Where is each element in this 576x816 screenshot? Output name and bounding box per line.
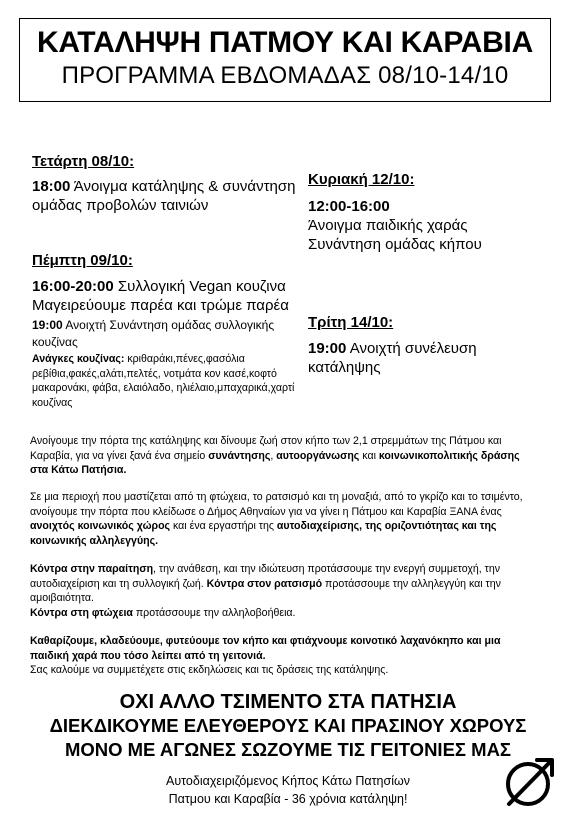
event-time: 16:00-20:00 <box>32 278 114 295</box>
paragraph-1 <box>30 434 540 478</box>
bold-text: Κόντρα στην παραίτηση <box>30 563 154 575</box>
footer-line-1: Αυτοδιαχειριζόμενος Κήπος Κάτω Πατησίων <box>166 774 410 788</box>
slogan-line-2: ΔΙΕΚΔΙΚΟΥΜΕ ΕΛΕΥΘΕΡΟΥΣ ΚΑΙ ΠΡΑΣΙΝΟΥ ΧΩΡΟΥΣ <box>49 715 527 736</box>
page-subtitle: ΠΡΟΓΡΑΜΜΑ ΕΒΔΟΜΑΔΑΣ 08/10-14/10 <box>61 62 509 89</box>
bold-text: αυτοδιαχείρισης, της οριζοντιότητας και της κοινωνικής αλληλεγγύης. <box>30 520 497 547</box>
schedule-tuesday <box>308 314 538 377</box>
squat-symbol-icon <box>501 752 559 810</box>
text: , την ανάθεση, και την ιδιώτευση προτάσσουμε την ενεργή συμμετοχή, την αυτοδιαχείριση και τη συλλογική ζωή. <box>30 563 501 590</box>
text: και ένα εργαστήρι της <box>170 520 277 533</box>
slogan-line-3: ΜΟΝΟ ΜΕ ΑΓΩΝΕΣ ΣΩΖΟΥΜΕ ΤΙΣ ΓΕΙΤΟΝΙΕΣ ΜΑΣ <box>64 739 512 760</box>
bold-text: αυτοοργάνωσης <box>276 449 360 462</box>
bold-text: Καθαρίζουμε, κλαδεύουμε, φυτεύουμε τον κήπο και φτιάχνουμε κοινοτικό λαχανόκηπο και μια παιδική χαρά που τόσο λείπει από τη γειτονιά. <box>30 635 501 662</box>
text: Σας καλούμε να συμμετέχετε στις εκδηλώσεις και τις δράσεις της κατάληψης. <box>30 664 389 677</box>
event-tuesday <box>308 339 538 377</box>
bold-text: κοινωνικοπολιτικής δράσης στα Κάτω Πατήσια. <box>30 449 520 477</box>
event-wednesday <box>32 177 297 215</box>
kitchen-needs-text: κριθαράκι,πένες,φασόλια ρεβίθια,φακές,αλάτι,πελτές, νοτμάτα κον κασέ,κοφτό μακαρονάκι, φάβα, ελαιόλαδο, ηλιέλαιο,μπαχαρικά,χαρτί κουζίνας <box>32 353 295 409</box>
footer-line-2: Πατμου και Καραβία - 36 χρόνια κατάληψη! <box>168 792 408 806</box>
day-heading-wednesday: Τετάρτη 08/10: <box>32 153 135 170</box>
text: , <box>270 449 277 462</box>
paragraph-4 <box>30 634 540 678</box>
text: και <box>359 449 379 462</box>
event-text-sunday-2: Συνάντηση ομάδας κήπου <box>308 236 482 253</box>
day-heading-thursday: Πέμπτη 09/10: <box>32 252 133 269</box>
bold-text: Κόντρα στη φτώχεια <box>30 606 133 619</box>
text: προτάσσουμε την αλληλοβοήθεια. <box>132 606 296 619</box>
slogans <box>0 690 576 762</box>
event-text: Ανοιχτή Συνάντηση ομάδας συλλογικής κουζίνας <box>32 318 275 349</box>
day-heading-sunday: Κυριακή 12/10: <box>308 171 415 188</box>
event-time: 19:00 <box>32 318 63 332</box>
event-text: Άνοιγμα κατάληψης & συνάντηση ομάδας προβολών ταινιών <box>32 178 296 214</box>
schedule-thursday <box>32 252 300 410</box>
day-heading-tuesday: Τρίτη 14/10: <box>308 314 394 331</box>
page-title: ΚΑΤΑΛΗΨΗ ΠΑΤΜΟΥ ΚΑΙ ΚΑΡΑΒΙΑ <box>37 26 533 59</box>
footer <box>0 772 576 808</box>
paragraph-3 <box>30 562 540 620</box>
kitchen-needs <box>32 352 300 410</box>
bold-text: συνάντησης <box>208 449 271 462</box>
event-time: 19:00 <box>308 340 347 357</box>
event-text-sunday-1: Άνοιγμα παιδικής χαράς <box>308 217 468 234</box>
header-box <box>19 18 551 102</box>
bold-text: Κόντρα στον ρατσισμό <box>206 577 323 590</box>
kitchen-needs-label: Ανάγκες κουζίνας: <box>32 353 125 365</box>
event-thursday-1 <box>32 277 300 315</box>
schedule-sunday <box>308 171 553 254</box>
event-text: Συλλογική Vegan κουζινα Μαγειρεύουμε παρέα και τρώμε παρέα <box>32 278 289 314</box>
slogan-line-1: ΟΧΙ ΑΛΛΟ ΤΣΙΜΕΝΤΟ ΣΤΑ ΠΑΤΗΣΙΑ <box>119 691 457 713</box>
event-thursday-2 <box>32 317 300 351</box>
paragraph-2 <box>30 490 540 548</box>
schedule-wednesday <box>32 153 297 215</box>
event-time: 18:00 <box>32 178 71 195</box>
event-text: Ανοιχτή συνέλευση κατάληψης <box>308 340 477 376</box>
text: Ανοίγουμε την πόρτα της κατάληψης και δίνουμε ζωή στον κήπο των 2,1 στρεμμάτων της Πάτμου και Καραβία, για να γίνει ξανά ένα σημείο <box>30 435 502 462</box>
bold-text: ανοιχτός κοινωνικός χώρος <box>30 520 171 533</box>
event-time-sunday: 12:00-16:00 <box>308 198 390 215</box>
text: Σε μια περιοχή που μαστίζεται από τη φτώχεια, το ρατσισμό και τη μοναξιά, από το γκρίζο και το τσιμέντο, ανοίγουμε την πόρτα που κλείδωσε ο Δήμος Αθηναίων για να γίνει η Πάτμου και Καραβία ΞΑΝΑ ένας <box>30 491 523 518</box>
text: προτάσσουμε την αλληλεγγύη και την αμοιβαιότητα. <box>30 577 501 605</box>
